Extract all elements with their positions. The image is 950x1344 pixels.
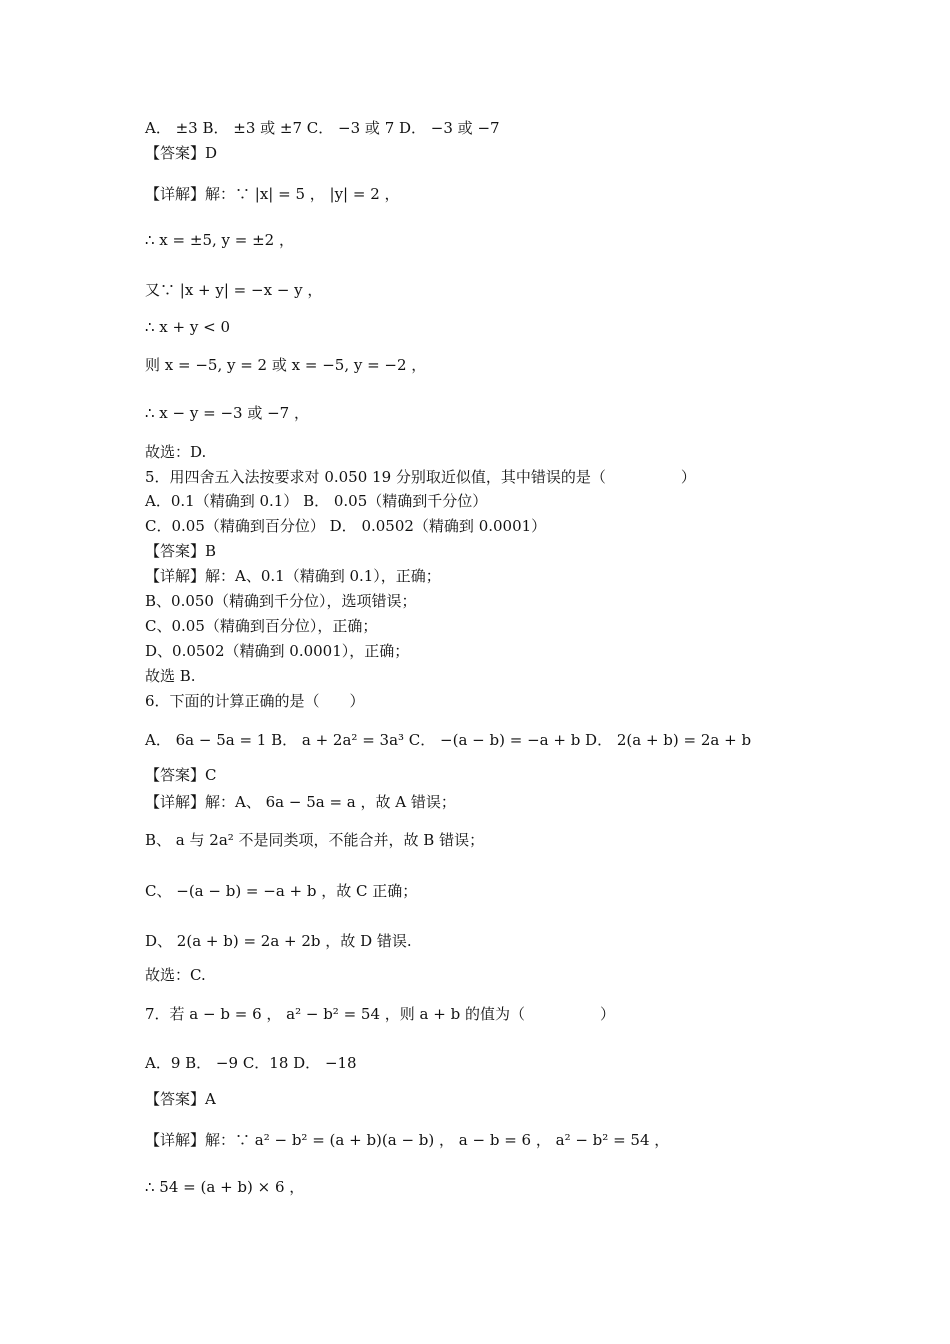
q5-detail-4: D、0.0502（精确到 0.0001），正确； <box>145 642 410 660</box>
q5-detail-2: B、0.050（精确到千分位），选项错误； <box>145 592 417 610</box>
q5-conclusion: 故选 B. <box>145 667 196 685</box>
q4-detail-4: ∴ x + y < 0 <box>145 318 230 336</box>
q6-detail-1: 【详解】解：A、 6a − 5a = a ，故 A 错误； <box>145 793 456 811</box>
q7-detail-2: ∴ 54 = (a + b) × 6 ， <box>145 1178 305 1196</box>
q6-detail-4: D、 2(a + b) = 2a + 2b ，故 D 错误. <box>145 932 412 950</box>
q4-detail-5: 则 x = −5, y = 2 或 x = −5, y = −2 ， <box>145 356 427 374</box>
q7-answer: 【答案】A <box>145 1090 216 1108</box>
q5-answer: 【答案】B <box>145 542 217 560</box>
q4-conclusion: 故选：D. <box>145 443 207 461</box>
q4-answer: 【答案】D <box>145 144 218 162</box>
q5-detail-3: C、0.05（精确到百分位），正确； <box>145 617 378 635</box>
q4-detail-1: 【详解】解：∵ |x| = 5 ， |y| = 2 ， <box>145 185 400 203</box>
q6-options: A． 6a − 5a = 1 B． a + 2a² = 3a³ C． −(a − b) = −a + b D． 2(a + b) = 2a + b <box>145 731 752 749</box>
q6-detail-2: B、 a 与 2a² 不是同类项，不能合并，故 B 错误； <box>145 831 485 849</box>
q5-options-ab: A．0.1（精确到 0.1） B． 0.05（精确到千分位） <box>145 492 488 510</box>
q4-detail-3: 又∵ |x + y| = −x − y ， <box>145 281 323 299</box>
q5-question: 5．用四舍五入法按要求对 0.050 19 分别取近似值，其中错误的是（ ） <box>145 468 696 486</box>
q7-detail-1: 【详解】解：∵ a² − b² = (a + b)(a − b) ， a − b = 6 ， a² − b² = 54 ， <box>145 1131 670 1149</box>
q4-detail-6: ∴ x − y = −3 或 −7 ， <box>145 404 309 422</box>
q6-question: 6．下面的计算正确的是（ ） <box>145 692 365 710</box>
q4-options: A． ±3 B． ±3 或 ±7 C． −3 或 7 D． −3 或 −7 <box>145 119 500 137</box>
q7-question: 7．若 a − b = 6 ， a² − b² = 54 ，则 a + b 的值为（ ） <box>145 1005 615 1023</box>
q5-detail-1: 【详解】解：A、0.1（精确到 0.1），正确； <box>145 567 441 585</box>
q5-options-cd: C．0.05（精确到百分位） D． 0.0502（精确到 0.0001） <box>145 517 547 535</box>
q7-options: A．9 B． −9 C．18 D． −18 <box>145 1054 357 1072</box>
q6-answer: 【答案】C <box>145 766 217 784</box>
q4-detail-2: ∴ x = ±5, y = ±2 ， <box>145 231 294 249</box>
q6-detail-3: C、 −(a − b) = −a + b ，故 C 正确； <box>145 882 418 900</box>
q6-conclusion: 故选：C. <box>145 966 206 984</box>
